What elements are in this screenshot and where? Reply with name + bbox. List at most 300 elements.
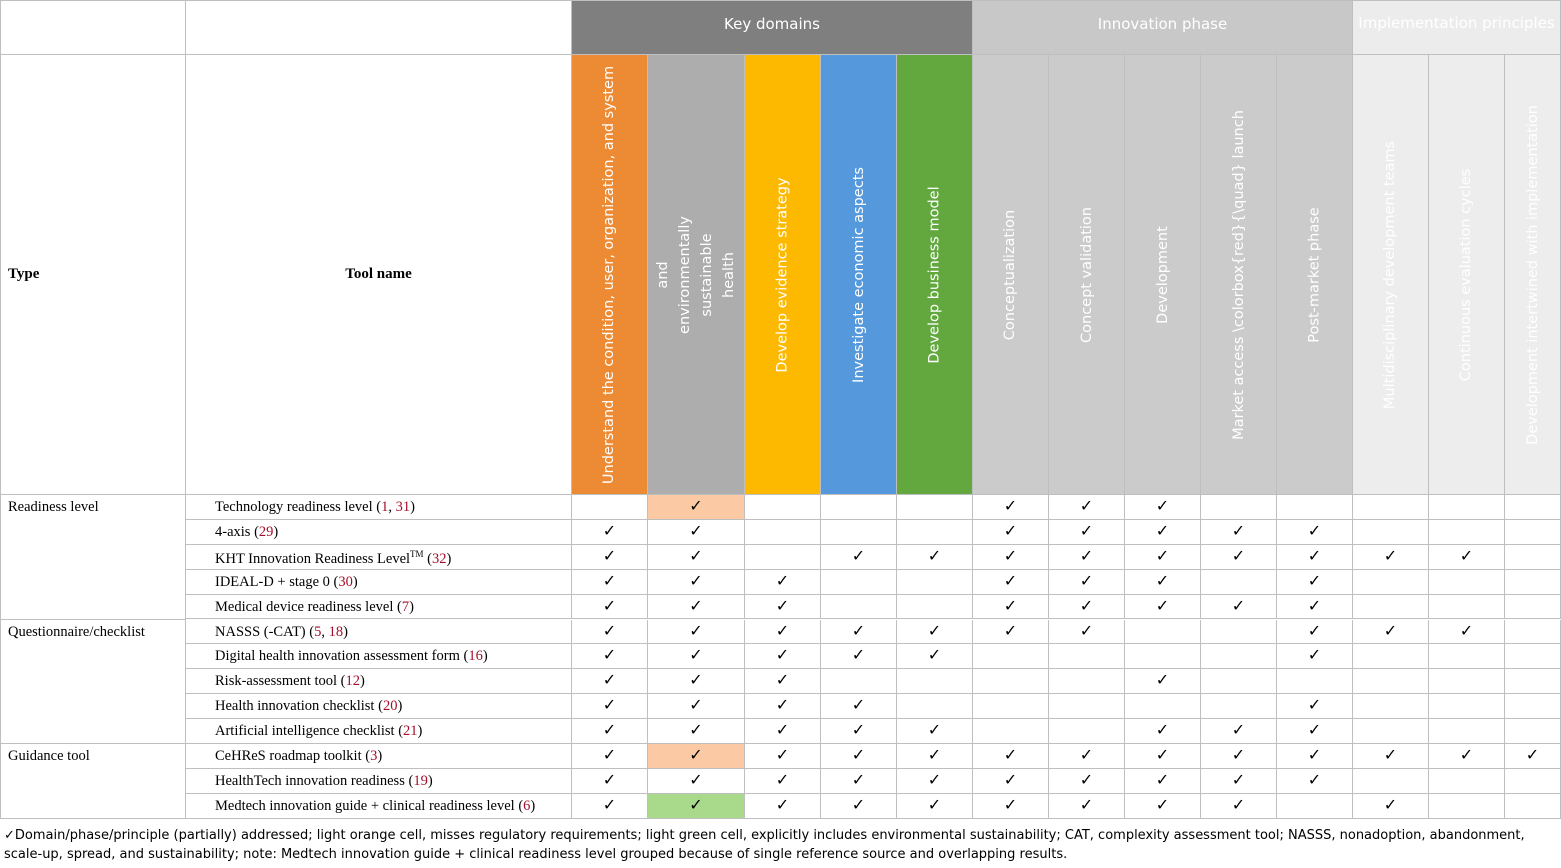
- check-cell: [1125, 644, 1201, 669]
- checkmark-icon: ✓: [851, 697, 866, 715]
- checkmark-icon: ✓: [1003, 597, 1018, 615]
- reference-link[interactable]: 30: [338, 573, 353, 590]
- check-cell: [1125, 595, 1201, 620]
- checkmark-icon: ✓: [1231, 796, 1246, 814]
- check-cell: [1277, 570, 1353, 595]
- check-cell: [821, 744, 897, 769]
- check-cell: [973, 495, 1049, 520]
- checkmark-icon: ✓: [1307, 522, 1322, 540]
- check-cell: [1201, 669, 1277, 694]
- check-cell: [821, 520, 897, 545]
- check-cell: [1125, 620, 1201, 645]
- column-header: [1353, 55, 1429, 495]
- checkmark-icon: ✓: [1383, 796, 1398, 814]
- check-cell: [1277, 595, 1353, 620]
- column-header-label: Conceptualization: [1002, 209, 1019, 340]
- checkmark-icon: ✓: [602, 747, 617, 764]
- checkmark-icon: ✓: [1003, 622, 1018, 640]
- reference-link[interactable]: 3: [370, 748, 378, 764]
- checkmark-icon: ✓: [689, 622, 703, 640]
- checkmark-icon: ✓: [1155, 722, 1170, 740]
- check-cell: [1353, 495, 1429, 520]
- check-cell: [1277, 620, 1353, 645]
- tool-name-cell: NASSS (-CAT) (5, 18): [186, 620, 572, 645]
- check-cell: [1353, 620, 1429, 645]
- check-cell: [1353, 694, 1429, 719]
- column-header: [572, 55, 648, 495]
- check-cell: [1125, 694, 1201, 719]
- tool-name: IDEAL-D + stage 0: [215, 573, 330, 590]
- check-cell: [1277, 744, 1353, 769]
- checkmark-icon: ✓: [1079, 522, 1094, 540]
- checkmark-icon: ✓: [775, 722, 790, 740]
- check-cell: [1429, 694, 1505, 719]
- check-cell: [821, 644, 897, 669]
- reference-link[interactable]: 18: [328, 623, 344, 640]
- check-cell: [1049, 520, 1125, 545]
- check-cell: [1277, 669, 1353, 694]
- check-cell: [973, 769, 1049, 794]
- check-cell: [648, 545, 745, 570]
- check-cell: [1505, 719, 1561, 744]
- tool-name-cell: Artificial intelligence checklist (21): [186, 719, 572, 744]
- checkmark-icon: ✓: [1383, 547, 1398, 565]
- checkmark-icon: ✓: [689, 672, 703, 690]
- check-cell: [745, 570, 821, 595]
- checkmark-icon: ✓: [927, 771, 942, 789]
- check-cell: [897, 570, 973, 595]
- check-cell: [648, 620, 745, 645]
- checkmark-icon: ✓: [1231, 597, 1246, 615]
- check-cell: [745, 620, 821, 645]
- checkmark-icon: ✓: [1003, 747, 1018, 764]
- checkmark-icon: ✓: [602, 771, 617, 789]
- checkmark-icon: ✓: [689, 747, 703, 764]
- check-cell: [1429, 570, 1505, 595]
- check-cell: [1201, 595, 1277, 620]
- check-cell: [1353, 719, 1429, 744]
- check-cell: [821, 620, 897, 645]
- reference-link[interactable]: 5: [314, 623, 322, 640]
- checkmark-icon: ✓: [927, 547, 942, 565]
- column-header-label: Continuous evaluation cycles: [1458, 168, 1475, 381]
- column-header-label: Development: [1154, 225, 1171, 324]
- check-cell: [1201, 769, 1277, 794]
- checkmark-icon: ✓: [1307, 747, 1322, 764]
- tool-name: Medical device readiness level: [215, 598, 394, 615]
- corner-cell-type: [0, 0, 186, 55]
- column-header: [897, 55, 973, 495]
- check-cell: [1505, 620, 1561, 645]
- tool-name: Medtech innovation guide + clinical readiness level: [215, 797, 515, 814]
- checkmark-icon: ✓: [1231, 747, 1246, 764]
- type-cell: Guidance tool: [0, 744, 186, 819]
- check-cell: [1429, 744, 1505, 769]
- check-cell: [1429, 620, 1505, 645]
- checkmark-icon: ✓: [775, 771, 790, 789]
- checkmark-icon: ✓: [1155, 747, 1170, 764]
- checkmark-icon: ✓: [689, 522, 703, 540]
- check-cell: [1049, 719, 1125, 744]
- checkmark-icon: ✓: [1003, 572, 1018, 590]
- check-cell: [745, 545, 821, 570]
- reference-link[interactable]: 19: [413, 772, 428, 789]
- check-cell: [897, 520, 973, 545]
- check-cell: [648, 644, 745, 669]
- check-cell: [745, 520, 821, 545]
- tool-name-cell: Technology readiness level (1, 31): [186, 495, 572, 520]
- checkmark-icon: ✓: [927, 722, 942, 740]
- check-cell: [1201, 744, 1277, 769]
- checkmark-icon: ✓: [1079, 771, 1094, 789]
- checkmark-icon: ✓: [689, 771, 703, 789]
- check-cell: [1049, 669, 1125, 694]
- check-cell: [1429, 520, 1505, 545]
- reference-link[interactable]: 7: [401, 598, 410, 615]
- group-header: Implementation principles: [1353, 0, 1561, 55]
- checkmark-icon: ✓: [1079, 622, 1094, 640]
- checkmark-icon: ✓: [689, 547, 703, 565]
- reference-link[interactable]: 31: [395, 499, 411, 515]
- checkmark-icon: ✓: [927, 647, 942, 665]
- check-cell: [1049, 694, 1125, 719]
- column-header: [1277, 55, 1353, 495]
- check-cell: [1125, 520, 1201, 545]
- check-cell: [1353, 669, 1429, 694]
- checkmark-icon: ✓: [927, 747, 942, 764]
- checkmark-icon: ✓: [1079, 597, 1094, 615]
- reference-link[interactable]: 6: [523, 797, 531, 814]
- corner-cell-tool: [186, 0, 572, 55]
- check-cell: [1201, 694, 1277, 719]
- check-cell: [1429, 644, 1505, 669]
- checkmark-icon: ✓: [1079, 796, 1094, 814]
- check-cell: [1277, 520, 1353, 545]
- tool-name: HealthTech innovation readiness: [215, 772, 405, 789]
- check-cell: [1201, 495, 1277, 520]
- column-header: [1049, 55, 1125, 495]
- tool-name: Health innovation checklist: [215, 698, 375, 715]
- check-cell: [1201, 719, 1277, 744]
- check-cell: [973, 520, 1049, 545]
- check-cell: [897, 744, 973, 769]
- checkmark-icon: ✓: [775, 672, 790, 690]
- check-cell: [1049, 570, 1125, 595]
- checkmark-icon: ✓: [1155, 498, 1170, 515]
- check-cell: [897, 644, 973, 669]
- check-cell: [1353, 769, 1429, 794]
- check-cell: [821, 595, 897, 620]
- check-cell: [1201, 570, 1277, 595]
- checkmark-icon: ✓: [851, 547, 866, 565]
- check-cell: [821, 570, 897, 595]
- check-cell: [1429, 669, 1505, 694]
- checkmark-icon: ✓: [1383, 747, 1398, 764]
- checkmark-icon: ✓: [1231, 771, 1246, 789]
- check-cell: [1125, 570, 1201, 595]
- check-cell: [572, 644, 648, 669]
- checkmark-icon: ✓: [1307, 622, 1322, 640]
- check-cell: [745, 495, 821, 520]
- check-cell: [1201, 620, 1277, 645]
- check-cell: [572, 794, 648, 819]
- checkmark-icon: ✓: [1383, 622, 1398, 640]
- reference-link[interactable]: 16: [468, 648, 483, 665]
- check-cell: [1201, 794, 1277, 819]
- check-cell: [648, 520, 745, 545]
- check-cell: [1049, 545, 1125, 570]
- check-cell: [897, 794, 973, 819]
- check-cell: [1125, 744, 1201, 769]
- tool-name: 4-axis: [215, 523, 251, 540]
- column-header: [745, 55, 821, 495]
- check-cell: [1505, 794, 1561, 819]
- checkmark-icon: ✓: [1079, 747, 1094, 764]
- check-cell: [1125, 669, 1201, 694]
- check-cell: [572, 570, 648, 595]
- check-cell: [973, 570, 1049, 595]
- tool-name-cell: IDEAL-D + stage 0 (30): [186, 570, 572, 595]
- checkmark-icon: ✓: [1307, 722, 1322, 740]
- checkmark-icon: ✓: [602, 722, 617, 740]
- check-cell: [572, 744, 648, 769]
- checkmark-icon: ✓: [689, 722, 703, 740]
- checkmark-icon: ✓: [851, 771, 866, 789]
- trademark-superscript: TM: [410, 548, 424, 559]
- checkmark-icon: ✓: [602, 547, 617, 565]
- check-cell: [648, 719, 745, 744]
- checkmark-icon: ✓: [602, 572, 617, 590]
- reference-link[interactable]: 32: [432, 550, 447, 567]
- check-cell: [648, 744, 745, 769]
- check-cell: [1049, 595, 1125, 620]
- checkmark-icon: ✓: [689, 796, 703, 814]
- check-cell: [973, 595, 1049, 620]
- check-cell: [1125, 719, 1201, 744]
- check-cell: [1277, 495, 1353, 520]
- check-cell: [1429, 545, 1505, 570]
- checkmark-icon: ✓: [1003, 498, 1018, 515]
- tool-name-cell: Risk-assessment tool (12): [186, 669, 572, 694]
- check-cell: [1353, 595, 1429, 620]
- tool-name: Technology readiness level: [215, 499, 373, 515]
- checkmark-icon: ✓: [689, 697, 703, 715]
- checkmark-icon: ✓: [1307, 771, 1322, 789]
- check-cell: [1353, 794, 1429, 819]
- check-cell: [821, 545, 897, 570]
- checkmark-icon: ✓: [1307, 647, 1322, 665]
- check-cell: [1125, 545, 1201, 570]
- check-cell: [897, 719, 973, 744]
- checkmark-icon: ✓: [927, 622, 942, 640]
- tool-name: Artificial intelligence checklist: [215, 723, 395, 740]
- check-cell: [973, 669, 1049, 694]
- column-header: [973, 55, 1049, 495]
- checkmark-icon: ✓: [927, 796, 942, 814]
- check-cell: [821, 694, 897, 719]
- checkmark-icon: ✓: [1003, 522, 1018, 540]
- checkmark-icon: ✓: [689, 498, 703, 515]
- tool-name-cell: KHT Innovation Readiness Level™ (32): [186, 545, 572, 570]
- tool-name: KHT Innovation Readiness Level: [215, 550, 411, 567]
- check-cell: [572, 719, 648, 744]
- check-cell: [1277, 769, 1353, 794]
- check-cell: [1201, 520, 1277, 545]
- check-cell: [1201, 644, 1277, 669]
- check-cell: [973, 719, 1049, 744]
- check-cell: [1505, 570, 1561, 595]
- checkmark-icon: ✓: [1459, 622, 1474, 640]
- check-cell: [1505, 744, 1561, 769]
- column-header-label: Concept validation: [1078, 206, 1095, 343]
- check-cell: [1049, 794, 1125, 819]
- checkmark-icon: ✓: [851, 647, 866, 665]
- column-header: [648, 55, 745, 495]
- check-cell: [973, 545, 1049, 570]
- tool-name-cell: Medtech innovation guide + clinical readiness level (6): [186, 794, 572, 819]
- checkmark-icon: ✓: [775, 597, 790, 615]
- check-cell: [572, 520, 648, 545]
- reference-link[interactable]: 12: [345, 673, 361, 690]
- tool-name: NASSS (-CAT): [215, 623, 306, 640]
- check-cell: [1049, 495, 1125, 520]
- check-cell: [1505, 669, 1561, 694]
- check-cell: [821, 719, 897, 744]
- type-cell: Readiness level: [0, 495, 186, 620]
- checkmark-icon: ✓: [602, 796, 617, 814]
- check-cell: [973, 620, 1049, 645]
- check-cell: [572, 595, 648, 620]
- check-cell: [648, 495, 745, 520]
- checkmark-icon: ✓: [1155, 597, 1170, 615]
- column-header-label: and environmentally sustainable health technology: [655, 215, 745, 334]
- column-header-label: Market access \colorbox{red}{\quad} launch: [1230, 109, 1247, 440]
- check-cell: [1277, 719, 1353, 744]
- checkmark-icon: ✓: [775, 647, 790, 665]
- tool-name: Digital health innovation assessment form: [215, 648, 460, 665]
- check-cell: [745, 669, 821, 694]
- check-cell: [1277, 694, 1353, 719]
- reference-link[interactable]: 20: [382, 698, 398, 715]
- check-cell: [1505, 495, 1561, 520]
- reference-link[interactable]: 21: [403, 723, 418, 740]
- check-cell: [1353, 570, 1429, 595]
- column-header-label: Post-market phase: [1306, 206, 1323, 343]
- check-cell: [1505, 545, 1561, 570]
- check-cell: [745, 744, 821, 769]
- checkmark-icon: ✓: [1459, 747, 1474, 764]
- checkmark-icon: ✓: [602, 647, 617, 665]
- checkmark-icon: ✓: [1079, 547, 1094, 565]
- checkmark-icon: ✓: [1155, 796, 1170, 814]
- check-cell: [1429, 769, 1505, 794]
- tool-name-cell: 4-axis (29): [186, 520, 572, 545]
- check-cell: [973, 744, 1049, 769]
- check-cell: [973, 694, 1049, 719]
- checkmark-icon: ✓: [1155, 672, 1170, 690]
- checkmark-icon: ✓: [1231, 522, 1246, 540]
- check-cell: [821, 669, 897, 694]
- checkmark-icon: ✓: [1003, 547, 1018, 565]
- column-header-label: Development intertwined with implementation: [1524, 104, 1541, 445]
- column-header-label: Develop business model: [926, 185, 943, 364]
- checkmark-icon: ✓: [1155, 547, 1170, 565]
- checkmark-icon: ✓: [1307, 697, 1322, 715]
- check-cell: [1049, 644, 1125, 669]
- checkmark-icon: ✓: [689, 647, 703, 665]
- checkmark-icon: ✓: [602, 597, 617, 615]
- reference-link[interactable]: 29: [258, 523, 274, 540]
- check-cell: [1505, 520, 1561, 545]
- checkmark-icon: ✓: [1079, 498, 1094, 515]
- column-header: [821, 55, 897, 495]
- column-header: [1429, 55, 1505, 495]
- checkmark-icon: ✓: [1231, 722, 1246, 740]
- check-cell: [1429, 495, 1505, 520]
- check-cell: [572, 545, 648, 570]
- check-cell: [1049, 744, 1125, 769]
- check-cell: [1125, 495, 1201, 520]
- checkmark-icon: ✓: [1155, 522, 1170, 540]
- check-cell: [648, 794, 745, 819]
- check-cell: [897, 694, 973, 719]
- group-header: Innovation phase: [973, 0, 1353, 55]
- column-header-label: Multidisciplinary development teams: [1382, 140, 1399, 409]
- check-cell: [648, 669, 745, 694]
- checkmark-icon: ✓: [851, 796, 866, 814]
- checkmark-icon: ✓: [689, 597, 703, 615]
- check-cell: [973, 644, 1049, 669]
- check-cell: [1049, 620, 1125, 645]
- check-cell: [1277, 794, 1353, 819]
- column-header: [1505, 55, 1561, 495]
- check-cell: [1353, 644, 1429, 669]
- checkmark-icon: ✓: [851, 747, 866, 764]
- reference-link[interactable]: 1: [381, 499, 389, 515]
- checkmark-icon: ✓: [1155, 572, 1170, 590]
- check-cell: [1125, 794, 1201, 819]
- check-cell: [897, 545, 973, 570]
- check-cell: [1353, 744, 1429, 769]
- checkmark-icon: ✓: [775, 697, 790, 715]
- tool-name: Risk-assessment tool: [215, 673, 338, 690]
- column-header-label: Understand the condition, user, organization, and system: [601, 65, 618, 484]
- check-cell: [897, 595, 973, 620]
- check-cell: [1505, 595, 1561, 620]
- checkmark-icon: ✓: [1459, 547, 1474, 565]
- check-cell: [648, 769, 745, 794]
- tool-name-cell: HealthTech innovation readiness (19): [186, 769, 572, 794]
- checkmark-icon: ✓: [775, 572, 790, 590]
- tool-name: CeHReS roadmap toolkit: [215, 748, 362, 764]
- check-cell: [821, 794, 897, 819]
- column-header-label: Develop evidence strategy: [774, 176, 791, 373]
- check-cell: [897, 769, 973, 794]
- check-cell: [572, 769, 648, 794]
- tool-name-column-header: Tool name: [186, 55, 572, 495]
- check-cell: [745, 769, 821, 794]
- checkmark-icon: ✓: [602, 522, 617, 540]
- check-cell: [973, 794, 1049, 819]
- check-cell: [745, 595, 821, 620]
- check-cell: [1429, 719, 1505, 744]
- check-cell: [897, 669, 973, 694]
- check-cell: [1201, 545, 1277, 570]
- tool-name-cell: Medical device readiness level (7): [186, 595, 572, 620]
- check-cell: [1505, 694, 1561, 719]
- check-cell: [1049, 769, 1125, 794]
- check-cell: [745, 719, 821, 744]
